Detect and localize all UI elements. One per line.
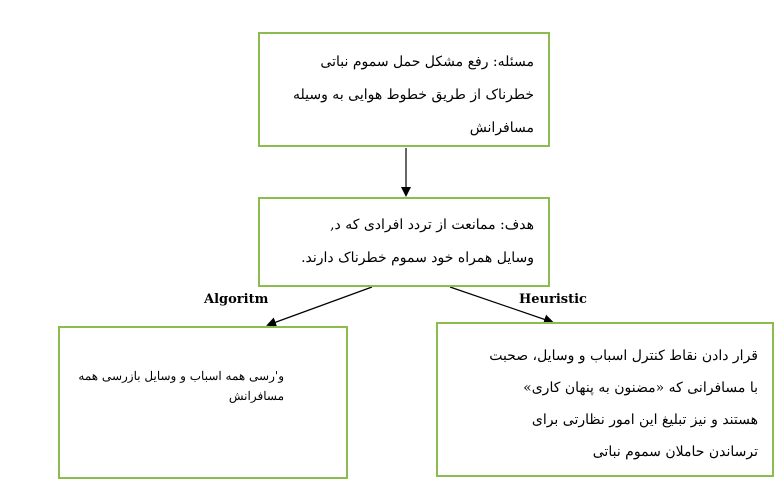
problem-line-2: خطرناک از طریق خطوط هوایی به وسیله (293, 87, 534, 103)
algorithm-line-1: و'رسی همه اسباب و وسایل بازرسی همه (78, 369, 284, 383)
goal-box (258, 197, 550, 287)
goal-line-1: هدف: ممانعت از تردد افرادی که د, (330, 217, 534, 233)
algorithm-edge-label: Algoritm (204, 292, 269, 307)
algorithm-box (58, 326, 348, 479)
heuristic-box (436, 322, 774, 477)
problem-box (258, 32, 550, 147)
arrow-goal-to-algorithm (268, 287, 372, 325)
heuristic-line-2: با مسافرانی که «مضنون به پنهان کاری» (523, 380, 758, 396)
heuristic-edge-label: Heuristic (519, 292, 587, 307)
problem-line-3: مسافرانش (469, 120, 534, 136)
heuristic-line-4: ترساندن حاملان سموم نباتی (592, 444, 758, 460)
problem-line-1: مسئله: رفع مشکل حمل سموم نباتی (320, 54, 534, 70)
goal-line-2: وسایل همراه خود سموم خطرناک دارند. (301, 250, 534, 266)
heuristic-line-1: قرار دادن نقاط کنترل اسباب و وسایل، صحبت (489, 348, 758, 364)
algorithm-line-2: مسافرانش (228, 389, 284, 403)
heuristic-line-3: هستند و نیز تبلیغ این امور نظارتی برای (531, 412, 758, 428)
